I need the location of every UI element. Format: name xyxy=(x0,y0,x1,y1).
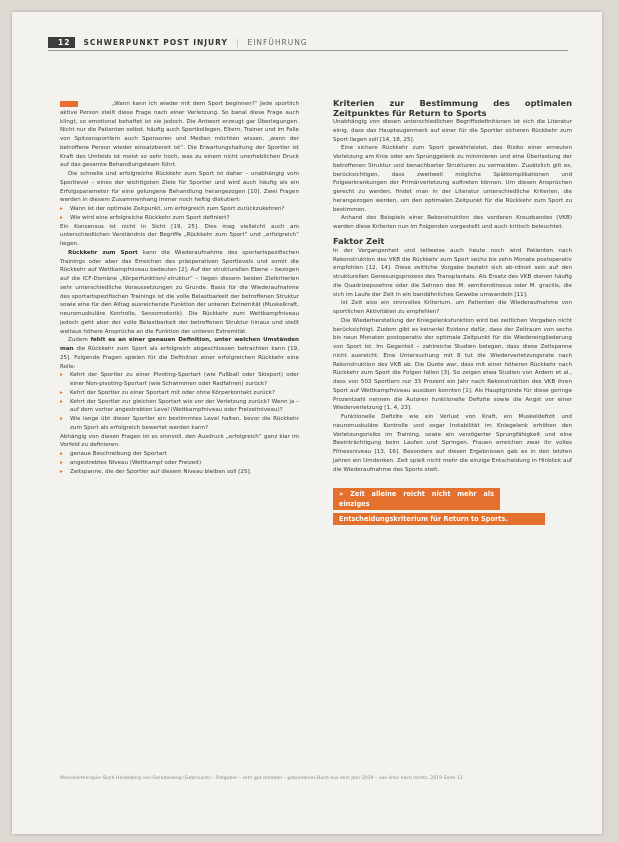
bullet-item: ▸ angestrebtes Niveau (Wettkampf oder Freizeit) xyxy=(60,459,299,468)
section-title: SCHWERPUNKT POST INJURY xyxy=(83,37,228,47)
page-number: 12 xyxy=(48,37,75,48)
paragraph: In der Vergangenheit und teilweise auch heute noch wird Patienten nach Rekonstruktion des VKB die Rückkehr zum Sport sechs bis zehn Monate postoperativ empfohlen [12, 14]. Diese zeitliche Vorgabe bezieht sich ab-rdinet sein auf den strukturellen Genesungsprozess des Transplantats. Als Ersatz des VKB dienen häufig die Quadrizepssehne oder die Sehnen des M. semitendinosus oder M. gracilis, die sich im Laufe der Zeit in ein bandähnliches Gewebe umwandeln [11]. xyxy=(333,247,572,298)
paragraph: Die Wiederherstellung der Kniegelenksfunktion wird bei zeitlichen Vorgaben nicht berücksichtigt. Zudem gibt es keinerlei Evidenz dafür, dass der Zeitraum von sechs bis neun Monaten postoperativ der optimale Zeitpunkt für die Wiedereingliederung von Sport ist. Im Gegenteil – zahlreiche Studien belegen, dass diese Zeitspanne nicht ausreicht. Eine Untersuchung mit 8 tut die Wiederverletzungsrate nach Rekonstruktion des VKB ab. Die Quote war, dass mit einer höheren Rückkehr nach Rückkehr zum Sport die Folgen fallen [3]. So zeigen etwa Studien von Ardern et al., dass von 503 Sportlern nur 33 Prozent ein Jahr nach Rekonstruktion des VKB ihren Sport auf Wettkampfniveau ausüben konnten [1]. Als Hauptgründe für diese geringe Prozentzahl nennen die Autoren funktionelle Defizite sowie die Angst vor einer Wiederverletzung [1, 4, 23]. xyxy=(333,317,572,412)
paragraph: Anhand des Beispiels einer Rekonstruktion des vorderen Kreuzbandes (VKB) werden diese Kriterien nun im Folgenden vorgestellt und auch kritisch beleuchtet. xyxy=(333,215,572,230)
bullet-item: ▸ Kehrt der Sportler zur gleichen Sportart wie vor der Verletzung zurück? Wenn ja – auf dem vorher angestrebten Level (Wettkampfniveau oder Freizeitniveau)? xyxy=(60,398,299,416)
paragraph: Ist Zeit also ein sinnvolles Kriterium, um Patienten die Wiederaufnahme von sportlichen Aktivitäten zu empfehlen? xyxy=(333,300,572,315)
bullet-item: ▸ Kehrt der Sportler zu einer Sportart mit oder ohne Körperkontakt zurück? xyxy=(60,389,299,398)
bullet-item: ▸ Zeitspanne, die der Sportler auf diesem Niveau bleiben soll [25]. xyxy=(60,468,299,477)
bullet-item: ▸ genaue Beschreibung der Sportart xyxy=(60,450,299,459)
pull-quote-line: » Zeit alleine reicht nicht mehr als einziges xyxy=(333,488,500,510)
document-page xyxy=(12,12,602,834)
orange-marker xyxy=(60,101,78,107)
paragraph: Funktionelle Defizite wie ein Verlust von Kraft, ein Muskeldefizit und neuromuskuläre Kontrolle und sogar Instabilität im Kniegelenk erhöhen den Verletzungsrisiko im Training, sowie ein verzögerter Sprungfähigkeit und eine Beeinträchtigung beim Laufen und Springen. Frauen erreichen zwar ihr volles Fitnessniveau [13, 16]. Besonders auf diesen Ergebnissen gab es in den letzten Jahren ein Umdenken. Zeit spielt nicht mehr die einzige Entscheidung in Hinblick auf die Wiederaufnahme des Sports statt. xyxy=(333,414,572,473)
header-rule xyxy=(48,50,568,51)
bullet-item: ▸ Wie wird eine erfolgreiche Rückkehr zum Sport definiert? xyxy=(60,214,299,223)
header-separator: | xyxy=(235,37,240,47)
section-heading: Faktor Zeit xyxy=(333,235,385,246)
page-header xyxy=(48,36,568,48)
paragraph: Rückkehr zum Sport kann die Wiederaufnahme des sportartspezifischen Trainings oder aber das Erreichen des präoperativen Sportlevels und somit die Rückkehr auf Wettkampfniveau bedeuten [2]. Auf der strukturellen Ebene – bezogen auf die ICF-Domäne „Körperfunktion/-struktur“ – liegen diesem beiden Zielkriterien sehr unterschiedliche Voraussetzungen zu Grunde. Basis für die Wiederaufnahme des sportartspezifischen Trainings ist die volle Belastbarkeit der betroffenen Struktur sowie eine für den Alltag ausreichende Funktion der unteren Extremität (Muskelkraft, neuromuskuläre Kontrolle, Sensomotorik). Die Rückkehr zum Wettkampfniveau jedoch geht aber der volle Belastbarkeit der betroffenen Struktur hinaus und stellt weitaus höhere Ansprüche an die Funktion der unteren Extremität. xyxy=(60,249,300,335)
subsection-title: EINFÜHRUNG xyxy=(247,37,308,47)
bullet-item: ▸ Wie lange übt dieser Sportler ein bestimmtes Level halten, bevor die Rückkehr zum Sport als erfolgreich bewertet werden kann? xyxy=(60,415,299,433)
pull-quote-line: Entscheidungskriterium für Return to Sports. xyxy=(333,513,545,525)
paragraph: Abhängig von diesen Fragen ist es sinnvoll, den Ausdruck „erfolgreich“ ganz klar im Vorfeld zu definieren: xyxy=(60,433,299,449)
paragraph: Unabhängig von diesen unterschiedlichen Begriffsdefinitionen ist sich die Literatur einig, dass das Hauptaugenmerk auf einer für die Sportler sicheren Rückkehr zum Sport liegen soll [14, 18, 25]. xyxy=(333,119,572,143)
paragraph: Zudem fehlt es an einer genauen Definition, unter welchen Umständen man die Rückkehr zum Sport als erfolgreich abgeschlossen betrachten kann [19, 25]. Folgende Fragen spielen für die Definition einer erfolgreichen Rückkehr eine Rolle: xyxy=(60,337,300,370)
right-column xyxy=(333,98,572,528)
paragraph: Eine sichere Rückkehr zum Sport gewährleistet, das Risiko einer erneuten Verletzung am Knie oder am Sprunggelenk zu minimieren und eine Überlastung der betroffenen Struktur und benachbarter Strukturen zu vermeiden. Zusätzlich gilt es, berücksichtigen, dass zweitweil mögliche Spätkomplikationen und Folgeerkrankungen der Primärverletzung auftreten können. Um diesen Ansprüchen gerecht zu werden, findet man in der Literatur unterschiedliche Kriterien, die herangezogen werden, um den optimalen Zeitpunkt für die Rückkehr zum Sport zu bestimmen. xyxy=(333,145,572,213)
page-footer: Manuelletherapie: Buch Heidelberg von Geradenweg (Gebraucht) – Ratgeber – sehr gut erhalten – gebundenes Buch aus dem Jahr 2019 – von links nach rechts, 2019 Seite 13 xyxy=(60,776,463,781)
intro-paragraph: „Wann kann ich wieder mit dem Sport beginnen?“ Jede sportlich aktive Person stellt diese Frage nach einer Verletzung. So banal diese Frage auch klingt, so emotional behaftet ist sie jedoch. Die Antwort erzeugt gar Überlegungen. Nicht nur die Patienten selbst, häufig auch Sportkollegen, Eltern, Trainer und im Falle von Spitzensportlern auch Sponsoren und Medien möchten wissen, „wann der betroffene Person wieder einsatzbereit ist“. Die Erwartungshaltung der Sportler ist Kraft des Umfelds ist meist so sehr hoch, was zu einem nicht unerheblichen Druck auf das gesamte Behandlungsteam führt. xyxy=(60,101,299,169)
left-column xyxy=(60,100,299,476)
section-heading: Kriterien zur Bestimmung des optimalen Zeitpunktes für Return to Sports xyxy=(333,98,572,118)
bullet-item: ▸ Kehrt der Sportler zu einer Pivoting-Sportart (wie Fußball oder Skisport) oder einer Non-pivoting-Sportart (wie Schwimmen oder Radfahren) zurück? xyxy=(60,371,299,389)
bullet-item: ▸ Wann ist der optimale Zeitpunkt, um erfolgreich zum Sport zurückzukehren? xyxy=(60,205,299,214)
paragraph: Die schnelle und erfolgreiche Rückkehr zum Sport ist daher – unabhängig vom Sportlevel – eines der wichtigsten Ziele für Sportler und wird auch häufig als ein Erfolgsparameter für eine gelungene Behandlung herangezogen [10]. Zwei Fragen werden in diesem Zusammenhang immer noch heftig diskutiert: xyxy=(60,171,299,204)
paragraph: Ein Konsensus ist nicht in Sicht [19, 25]. Dies mag vielleicht auch am unterschiedlichen Verständnis der Begriffe „Rückkehr zum Sport“ und „erfolgreich“ liegen. xyxy=(60,223,299,247)
